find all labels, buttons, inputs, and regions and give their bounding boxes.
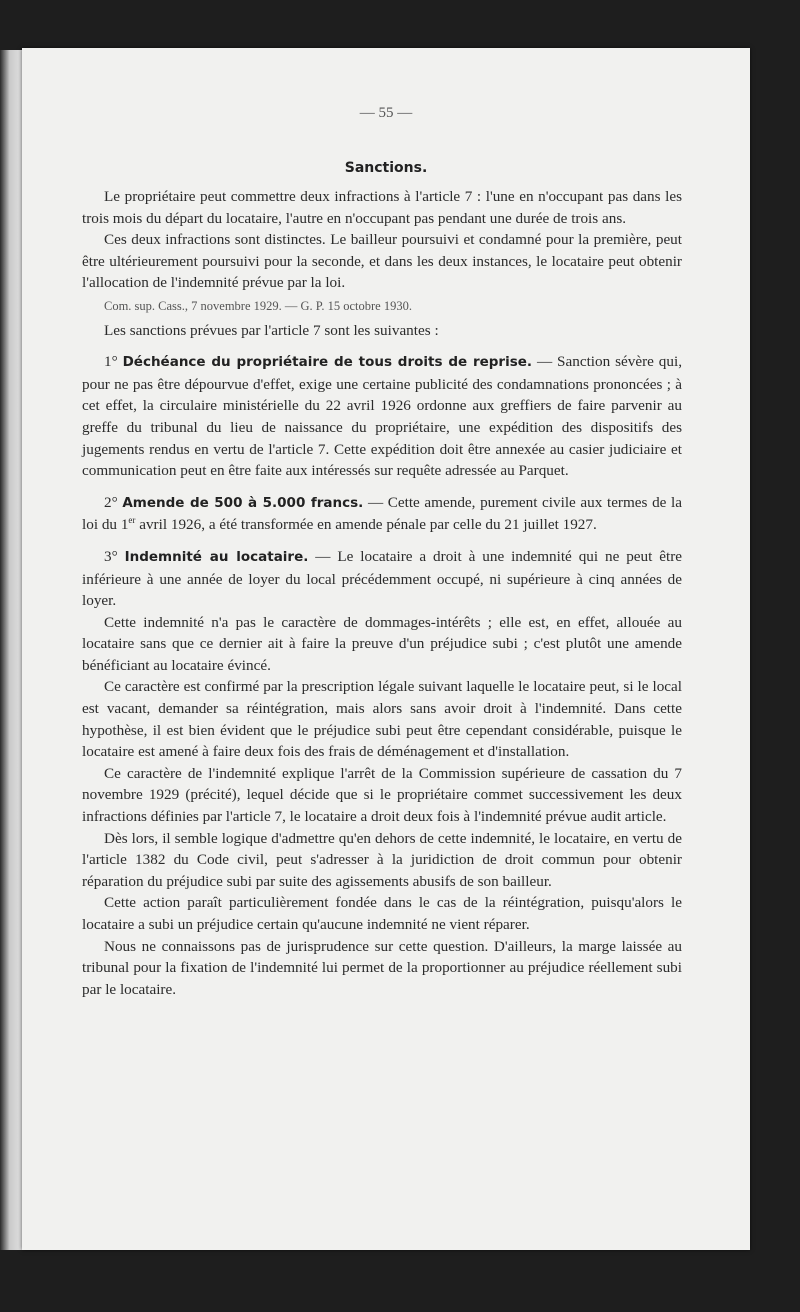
- facing-page-edge: [0, 50, 24, 1250]
- paragraph-1: Le propriétaire peut commettre deux infractions à l'article 7 : l'une en n'occupant pas dans les trois mois du départ du locataire, l'autre en n'occupant pas pendant une durée de trois ans.: [82, 188, 682, 227]
- paragraph-2: Ces deux infractions sont distinctes. Le bailleur poursuivi et condamné pour la première, peut être ultérieurement poursuivi pour la seconde, et dans les deux instances, le locataire peut obtenir l'allocation de l'indemnité prévue par la loi.: [82, 231, 682, 292]
- page-body: [82, 186, 682, 1000]
- paragraph-6: Ce caractère de l'indemnité explique l'arrêt de la Commission supérieure de cassation du 7 novembre 1929 (précité), lequel décide que si le propriétaire commet successivement les deux infractions définies par l'article 7, le locataire a droit deux fois à l'indemnité prévue audit article.: [82, 764, 682, 826]
- sanction-item-3: [82, 546, 682, 612]
- item-number: 3°: [104, 547, 118, 565]
- case-citation: Com. sup. Cass., 7 novembre 1929. — G. P. 15 octobre 1930.: [104, 298, 412, 313]
- item-text: — Cette amende, purement civile aux termes de la loi du 1: [82, 493, 683, 534]
- paragraph-3: Les sanctions prévues par l'article 7 sont les suivantes :: [104, 321, 439, 339]
- paragraph-8: Cette action paraît particulièrement fondée dans le cas de la réintégration, puisqu'alors le locataire a subi un préjudice certain qu'aucune indemnité ne vient réparer.: [82, 894, 682, 933]
- book-page: [22, 48, 750, 1250]
- item-text: — Le locataire a droit à une indemnité qui ne peut être inférieure à une année de loyer du local précédemment occupé, ni supérieure à cinq années de loyer.: [82, 547, 683, 610]
- item-heading: Déchéance du propriétaire de tous droits de reprise.: [122, 354, 533, 371]
- sanction-item-1: [82, 351, 682, 482]
- section-title: Sanctions.: [344, 160, 428, 176]
- item-text: — Sanction sévère qui, pour ne pas être dépourvue d'effet, exige une certaine publicité des condamnations prononcées ; à cet effet, la circulaire ministérielle du 22 avril 1926 ordonne aux greffiers de faire parvenir au greffe du tribunal du lieu de naissance du propriétaire, une expédition des dispositifs des jugements rendus en vertu de l'article 7. Cette expédition doit être annexée au casier judiciaire et communication peut en être faite aux intéressés sur requête adressée au Parquet.: [82, 353, 682, 480]
- item-heading: Indemnité au locataire.: [124, 548, 309, 565]
- ordinal-superscript: er: [128, 515, 136, 526]
- item-number: 2°: [104, 493, 118, 511]
- item-text-continued: avril 1926, a été transformée en amende pénale par celle du 21 juillet 1927.: [135, 516, 597, 534]
- paragraph-7: Dès lors, il semble logique d'admettre qu'en dehors de cette indemnité, le locataire, en vertu de l'article 1382 du Code civil, peut s'adresser à la juridiction de droit commun pour obtenir réparation du préjudice subi par suite des agissements abusifs de son bailleur.: [82, 829, 682, 890]
- paragraph-9: Nous ne connaissons pas de jurisprudence sur cette question. D'ailleurs, la marge laissée au tribunal pour la fixation de l'indemnité lui permet de la proportionner au préjudice réellement subi par le locataire.: [82, 937, 682, 998]
- item-heading: Amende de 500 à 5.000 francs.: [122, 494, 364, 511]
- item-number: 1°: [104, 353, 118, 371]
- sanction-item-2: [82, 492, 682, 536]
- paragraph-5: Ce caractère est confirmé par la prescription légale suivant laquelle le locataire peut, si le local est vacant, demander sa réintégration, mais alors sans avoir droit à l'indemnité. Dans cette hypothèse, il est bien évident que le préjudice subi peut être cependant considérable, puisque le locataire est amené à faire deux fois des frais de déménagement et d'installation.: [82, 678, 682, 761]
- page-number: — 55 —: [359, 105, 413, 121]
- paragraph-4: Cette indemnité n'a pas le caractère de dommages-intérêts ; elle est, en effet, allouée au locataire sans que ce dernier ait à faire la preuve d'un préjudice subi ; c'est plutôt une amende bénéficiant au locataire évincé.: [82, 613, 682, 674]
